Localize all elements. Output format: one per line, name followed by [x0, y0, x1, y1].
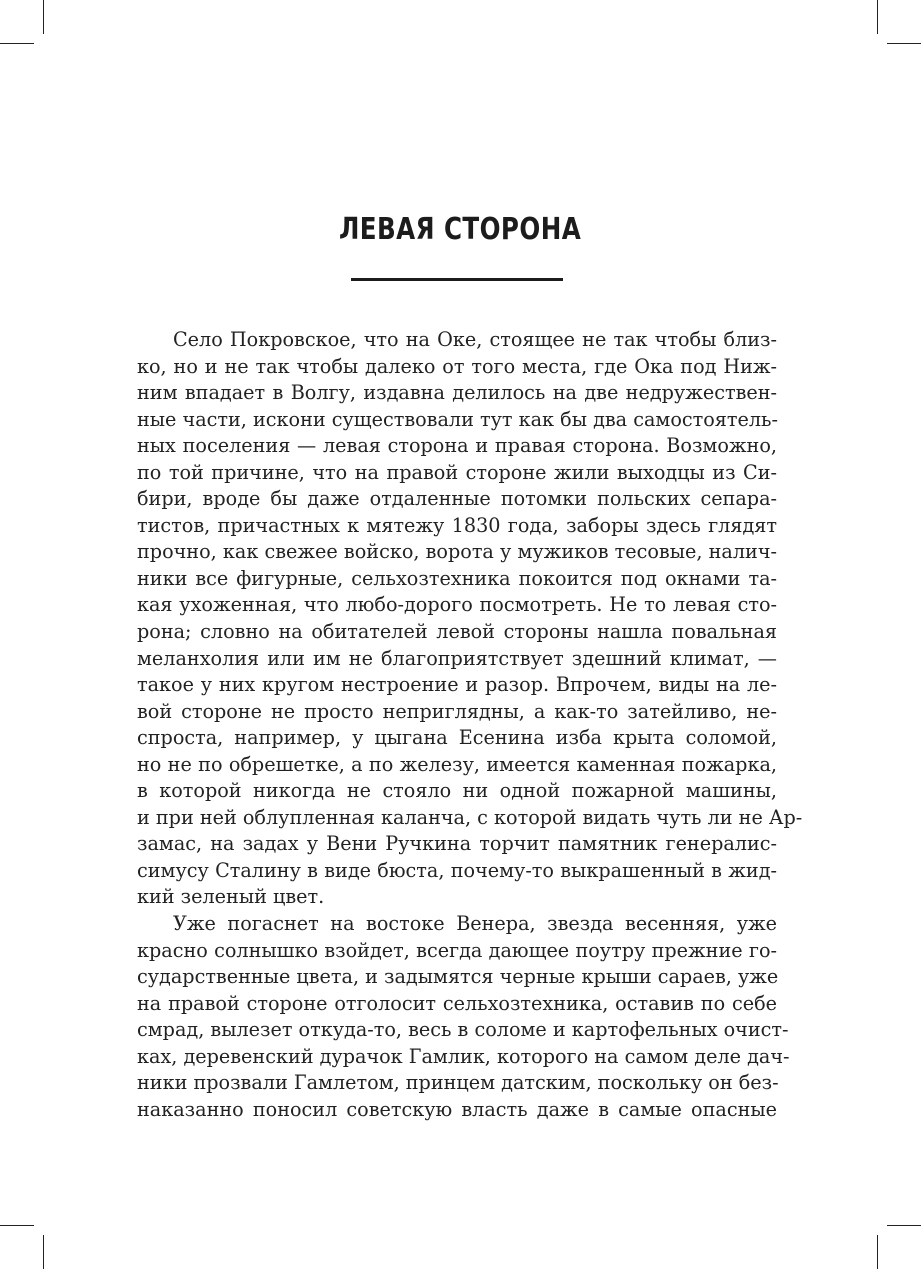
text-line: на правой стороне отголосит сельхозтехника, оставив по себе: [137, 991, 777, 1015]
text-line: прочно, как свежее войско, ворота у мужиков тесовые, налич-: [137, 540, 777, 564]
text-line: кий зеленый цвет.: [137, 885, 325, 909]
crop-mark-top-left: [43, 0, 44, 34]
chapter-title: ЛЕВАЯ СТОРОНА: [338, 212, 582, 247]
text-line: меланхолия или им не благоприятствует здешний климат, —: [137, 646, 777, 670]
crop-mark-bottom-right: [887, 1225, 921, 1226]
text-line: вой стороне не просто неприглядны, а как-то затейливо, не-: [137, 699, 777, 723]
body-text: [137, 327, 803, 1123]
text-line: ники прозвали Гамлетом, принцем датским, поскольку он без-: [137, 1071, 779, 1095]
text-line: ники все фигурные, сельхозтехника покоится под окнами та-: [137, 566, 777, 590]
text-line: такое у них кругом нестроение и разор. Впрочем, виды на ле-: [137, 673, 777, 697]
crop-mark-top-left: [0, 43, 34, 44]
text-line: сударственные цвета, и задымятся черные крыши сараев, уже: [137, 965, 779, 989]
crop-mark-bottom-left: [0, 1225, 34, 1226]
paragraph: [137, 911, 790, 1123]
crop-mark-bottom-left: [43, 1235, 44, 1269]
text-line: ним впадает в Волгу, издавна делилось на две недружествен-: [137, 381, 777, 405]
text-line: Село Покровское, что на Оке, стоящее не так чтобы близ-: [173, 328, 777, 351]
text-line: бири, вроде бы даже отдаленные потомки польских сепара-: [137, 487, 777, 511]
text-line: наказанно поносил советскую власть даже в самые опасные: [137, 1097, 777, 1121]
text-line: Уже погаснет на востоке Венера, звезда весенняя, уже: [173, 912, 777, 936]
text-line: ных поселения — левая сторона и правая сторона. Возможно,: [137, 434, 777, 458]
paragraph: [137, 327, 803, 911]
text-line: в которой никогда не стояло ни одной пожарной машины,: [137, 779, 777, 803]
text-line: рона; словно на обитателей левой стороны нашла повальная: [137, 620, 777, 644]
text-line: симусу Сталину в виде бюста, почему-то выкрашенный в жид-: [137, 858, 777, 882]
text-line: ках, деревенский дурачок Гамлик, которого на самом деле дач-: [137, 1044, 790, 1068]
text-line: но не по обрешетке, а по железу, имеется каменная пожарка,: [137, 752, 777, 776]
crop-mark-top-right: [887, 43, 921, 44]
text-line: тистов, причастных к мятежу 1830 года, заборы здесь глядят: [137, 513, 777, 537]
crop-mark-top-right: [877, 0, 878, 34]
text-line: красно солнышко взойдет, всегда дающее поутру прежние го-: [137, 938, 777, 962]
text-line: замас, на задах у Вени Ручкина торчит памятник генералис-: [137, 832, 777, 856]
text-line: по той причине, что на правой стороне жили выходцы из Си-: [137, 460, 777, 484]
text-line: кая ухоженная, что любо-дорого посмотреть. Не то левая сто-: [137, 593, 777, 617]
title-underline: [351, 278, 563, 281]
text-line: и при ней облупленная каланча, с которой видать чуть ли не Ар-: [137, 805, 803, 829]
text-line: ные части, искони существовали тут как бы два самостоятель-: [137, 407, 778, 431]
crop-mark-bottom-right: [877, 1235, 878, 1269]
text-line: смрад, вылезет откуда-то, весь в соломе и картофельных очист-: [137, 1018, 789, 1042]
text-line: спроста, например, у цыгана Есенина изба крыта соломой,: [137, 726, 777, 750]
text-line: ко, но и не так чтобы далеко от того места, где Ока под Ниж-: [137, 354, 777, 378]
